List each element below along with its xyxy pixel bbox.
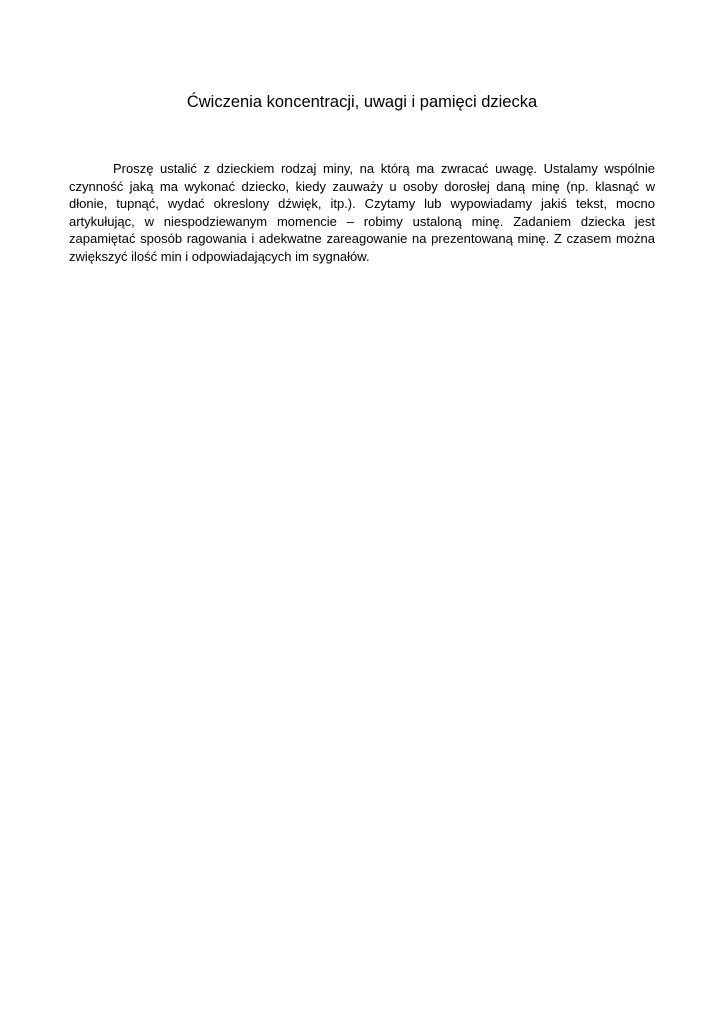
document-paragraph: Proszę ustalić z dzieckiem rodzaj miny, na którą ma zwracać uwagę. Ustalamy wspólnie czynność jaką ma wykonać dziecko, kiedy zauważy u osoby dorosłej daną minę (np. klasnąć w dłonie, tupnąć, wydać okreslony dźwięk, itp.). Czytamy lub wypowiadamy jakiś tekst, mocno artykułując, w niespodziewanym momencie – robimy ustaloną minę. Zadaniem dziecka jest zapamiętać sposób ragowania i adekwatne zareagowanie na prezentowaną minę. Z czasem można zwiększyć ilość min i odpowiadających im sygnałów.	[69, 161, 655, 264]
document-title: Ćwiczenia koncentracji, uwagi i pamięci dziecka	[186, 93, 538, 111]
